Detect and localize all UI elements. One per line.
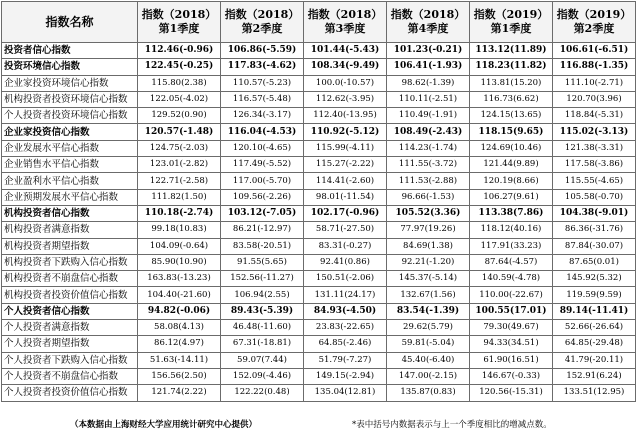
bracket-explanation-note: *表中括号内数据表示与上一个季度相比的增减点数。 <box>352 420 552 430</box>
index-value-cell: 86.21(-12.97) <box>221 222 304 238</box>
index-value-cell: 117.00(-5.70) <box>221 173 304 189</box>
index-value-cell: 124.15(13.65) <box>470 108 553 124</box>
investor-confidence-index-table <box>1 1 636 402</box>
index-value-cell: 117.83(-4.62) <box>221 59 304 75</box>
index-value-cell: 156.56(2.50) <box>138 368 221 384</box>
table-row-sub-index <box>2 75 636 91</box>
index-name-cell: 投资者信心指数 <box>2 43 138 59</box>
index-value-cell: 110.49(-1.91) <box>387 108 470 124</box>
index-value-cell: 102.17(-0.96) <box>304 205 387 221</box>
index-value-cell: 87.84(-30.07) <box>553 238 636 254</box>
table-body <box>2 43 636 402</box>
index-name-cell: 企业销售水平信心指数 <box>2 157 138 173</box>
index-value-cell: 120.57(-1.48) <box>138 124 221 140</box>
index-value-cell: 115.27(-2.22) <box>304 157 387 173</box>
column-header-name: 指数名称 <box>2 2 138 43</box>
table-row-sub-index <box>2 140 636 156</box>
index-value-cell: 46.48(-11.60) <box>221 320 304 336</box>
index-name-cell: 投资环境信心指数 <box>2 59 138 75</box>
index-value-cell: 23.83(-22.65) <box>304 320 387 336</box>
index-value-cell: 121.44(9.89) <box>470 157 553 173</box>
column-header-quarter: 指数（2018） 第4季度 <box>387 2 470 43</box>
index-value-cell: 113.81(15.20) <box>470 75 553 91</box>
index-value-cell: 96.66(-1.53) <box>387 189 470 205</box>
index-value-cell: 115.80(2.38) <box>138 75 221 91</box>
table-row-sub-index <box>2 189 636 205</box>
index-value-cell: 83.31(-0.27) <box>304 238 387 254</box>
table-row-sub-index <box>2 336 636 352</box>
index-name-cell: 个人投资者投资环境信心指数 <box>2 108 138 124</box>
index-value-cell: 121.38(-3.31) <box>553 140 636 156</box>
table-row-sub-index <box>2 173 636 189</box>
index-name-cell: 个人投资者期望指数 <box>2 336 138 352</box>
index-name-cell: 企业家投资环境信心指数 <box>2 75 138 91</box>
index-value-cell: 118.23(11.82) <box>470 59 553 75</box>
index-value-cell: 104.09(-0.64) <box>138 238 221 254</box>
index-value-cell: 131.11(24.17) <box>304 287 387 303</box>
index-value-cell: 86.12(4.97) <box>138 336 221 352</box>
index-value-cell: 84.93(-4.50) <box>304 303 387 319</box>
index-value-cell: 124.75(-2.03) <box>138 140 221 156</box>
column-header-quarter: 指数（2018） 第3季度 <box>304 2 387 43</box>
column-header-quarter: 指数（2019） 第2季度 <box>553 2 636 43</box>
index-name-cell: 机构投资者投资价值信心指数 <box>2 287 138 303</box>
index-value-cell: 89.43(-5.39) <box>221 303 304 319</box>
index-value-cell: 100.55(17.01) <box>470 303 553 319</box>
index-value-cell: 59.81(-5.04) <box>387 336 470 352</box>
index-name-cell: 企业盈利水平信心指数 <box>2 173 138 189</box>
index-value-cell: 51.79(-7.27) <box>304 352 387 368</box>
index-value-cell: 129.52(0.90) <box>138 108 221 124</box>
index-value-cell: 101.23(-0.21) <box>387 43 470 59</box>
index-value-cell: 140.59(-4.78) <box>470 271 553 287</box>
index-value-cell: 83.54(-1.39) <box>387 303 470 319</box>
index-name-cell: 机构投资者投资环境信心指数 <box>2 91 138 107</box>
index-name-cell: 企业发展水平信心指数 <box>2 140 138 156</box>
index-value-cell: 77.97(19.26) <box>387 222 470 238</box>
index-name-cell: 企业家投资信心指数 <box>2 124 138 140</box>
index-value-cell: 106.27(9.61) <box>470 189 553 205</box>
index-value-cell: 120.70(3.96) <box>553 91 636 107</box>
index-value-cell: 123.01(-2.82) <box>138 157 221 173</box>
index-value-cell: 120.19(8.66) <box>470 173 553 189</box>
index-value-cell: 118.12(40.16) <box>470 222 553 238</box>
index-value-cell: 58.08(4.13) <box>138 320 221 336</box>
index-value-cell: 121.74(2.22) <box>138 385 221 401</box>
index-value-cell: 98.01(-11.54) <box>304 189 387 205</box>
index-value-cell: 110.57(-5.23) <box>221 75 304 91</box>
table-row-sub-index <box>2 320 636 336</box>
index-value-cell: 98.62(-1.39) <box>387 75 470 91</box>
index-value-cell: 116.04(-4.53) <box>221 124 304 140</box>
index-name-cell: 个人投资者下跌购入信心指数 <box>2 352 138 368</box>
column-header-quarter: 指数（2019） 第1季度 <box>470 2 553 43</box>
index-value-cell: 105.52(3.36) <box>387 205 470 221</box>
index-value-cell: 110.00(-22.67) <box>470 287 553 303</box>
index-value-cell: 87.65(0.01) <box>553 254 636 270</box>
index-value-cell: 135.87(0.83) <box>387 385 470 401</box>
index-value-cell: 85.90(10.90) <box>138 254 221 270</box>
table-row-main-index <box>2 205 636 221</box>
index-value-cell: 145.37(-5.14) <box>387 271 470 287</box>
index-value-cell: 112.62(-3.95) <box>304 91 387 107</box>
index-value-cell: 86.36(-31.76) <box>553 222 636 238</box>
index-value-cell: 111.55(-3.72) <box>387 157 470 173</box>
index-name-cell: 个人投资者投资价值信心指数 <box>2 385 138 401</box>
column-header-quarter: 指数（2018） 第1季度 <box>138 2 221 43</box>
index-value-cell: 163.83(-13.23) <box>138 271 221 287</box>
table-row-sub-index <box>2 385 636 401</box>
index-value-cell: 94.33(34.51) <box>470 336 553 352</box>
index-value-cell: 115.99(-4.11) <box>304 140 387 156</box>
index-value-cell: 106.86(-5.59) <box>221 43 304 59</box>
table-row-sub-index <box>2 352 636 368</box>
index-value-cell: 92.21(-1.20) <box>387 254 470 270</box>
index-value-cell: 108.34(-9.49) <box>304 59 387 75</box>
index-value-cell: 111.53(-2.88) <box>387 173 470 189</box>
index-value-cell: 146.67(-0.33) <box>470 368 553 384</box>
index-value-cell: 103.12(-7.05) <box>221 205 304 221</box>
index-value-cell: 45.40(-6.40) <box>387 352 470 368</box>
index-value-cell: 106.61(-6.51) <box>553 43 636 59</box>
table-row-main-index <box>2 59 636 75</box>
index-value-cell: 120.10(-4.65) <box>221 140 304 156</box>
index-name-cell: 个人投资者满意指数 <box>2 320 138 336</box>
index-value-cell: 41.79(-20.11) <box>553 352 636 368</box>
table-row-sub-index <box>2 91 636 107</box>
index-value-cell: 117.49(-5.52) <box>221 157 304 173</box>
index-value-cell: 133.51(12.95) <box>553 385 636 401</box>
index-value-cell: 112.46(-0.96) <box>138 43 221 59</box>
index-value-cell: 104.40(-21.60) <box>138 287 221 303</box>
index-name-cell: 机构投资者信心指数 <box>2 205 138 221</box>
index-value-cell: 126.34(-3.17) <box>221 108 304 124</box>
index-value-cell: 132.67(1.56) <box>387 287 470 303</box>
index-value-cell: 114.23(-1.74) <box>387 140 470 156</box>
index-value-cell: 116.88(-1.35) <box>553 59 636 75</box>
table-row-sub-index <box>2 108 636 124</box>
index-value-cell: 111.10(-2.71) <box>553 75 636 91</box>
index-value-cell: 79.30(49.67) <box>470 320 553 336</box>
index-value-cell: 67.31(-18.81) <box>221 336 304 352</box>
table-row-sub-index <box>2 222 636 238</box>
index-value-cell: 92.41(0.86) <box>304 254 387 270</box>
index-value-cell: 152.09(-4.46) <box>221 368 304 384</box>
index-value-cell: 149.15(-2.94) <box>304 368 387 384</box>
index-value-cell: 122.45(-0.25) <box>138 59 221 75</box>
index-value-cell: 122.71(-2.58) <box>138 173 221 189</box>
index-value-cell: 120.56(-15.31) <box>470 385 553 401</box>
index-value-cell: 115.02(-3.13) <box>553 124 636 140</box>
table-row-sub-index <box>2 271 636 287</box>
index-value-cell: 52.66(-26.64) <box>553 320 636 336</box>
table-row-main-index <box>2 124 636 140</box>
index-value-cell: 118.15(9.65) <box>470 124 553 140</box>
index-value-cell: 147.00(-2.15) <box>387 368 470 384</box>
index-value-cell: 64.85(-2.46) <box>304 336 387 352</box>
table-row-main-index <box>2 303 636 319</box>
index-value-cell: 113.12(11.89) <box>470 43 553 59</box>
index-value-cell: 64.85(-29.48) <box>553 336 636 352</box>
index-value-cell: 108.49(-2.43) <box>387 124 470 140</box>
column-header-quarter: 指数（2018） 第2季度 <box>221 2 304 43</box>
index-value-cell: 117.91(33.23) <box>470 238 553 254</box>
index-value-cell: 124.69(10.46) <box>470 140 553 156</box>
index-value-cell: 91.55(5.65) <box>221 254 304 270</box>
index-value-cell: 101.44(-5.43) <box>304 43 387 59</box>
table-row-sub-index <box>2 368 636 384</box>
table-row-sub-index <box>2 157 636 173</box>
index-value-cell: 152.91(6.24) <box>553 368 636 384</box>
index-name-cell: 机构投资者不崩盘信心指数 <box>2 271 138 287</box>
index-name-cell: 机构投资者满意指数 <box>2 222 138 238</box>
index-value-cell: 116.57(-5.48) <box>221 91 304 107</box>
index-value-cell: 59.07(7.44) <box>221 352 304 368</box>
index-value-cell: 83.58(-20.51) <box>221 238 304 254</box>
index-value-cell: 111.82(1.50) <box>138 189 221 205</box>
table-row-sub-index <box>2 254 636 270</box>
table-row-main-index <box>2 43 636 59</box>
index-value-cell: 104.38(-9.01) <box>553 205 636 221</box>
index-value-cell: 112.40(-13.95) <box>304 108 387 124</box>
index-value-cell: 135.04(12.81) <box>304 385 387 401</box>
index-value-cell: 29.62(5.79) <box>387 320 470 336</box>
table-row-sub-index <box>2 238 636 254</box>
index-value-cell: 122.22(0.48) <box>221 385 304 401</box>
index-name-cell: 个人投资者信心指数 <box>2 303 138 319</box>
table-footer <box>0 418 639 433</box>
index-value-cell: 106.94(2.55) <box>221 287 304 303</box>
index-name-cell: 机构投资者下跌购入信心指数 <box>2 254 138 270</box>
table-row-sub-index <box>2 287 636 303</box>
index-name-cell: 企业预期发展水平信心指数 <box>2 189 138 205</box>
data-source-note: （本数据由上海财经大学应用统计研究中心提供） <box>70 420 258 430</box>
index-value-cell: 119.59(9.59) <box>553 287 636 303</box>
index-name-cell: 个人投资者不崩盘信心指数 <box>2 368 138 384</box>
index-value-cell: 152.56(-11.27) <box>221 271 304 287</box>
index-value-cell: 51.63(-14.11) <box>138 352 221 368</box>
index-value-cell: 109.56(-2.26) <box>221 189 304 205</box>
index-value-cell: 145.92(5.32) <box>553 271 636 287</box>
index-value-cell: 94.82(-0.06) <box>138 303 221 319</box>
index-value-cell: 106.41(-1.93) <box>387 59 470 75</box>
index-value-cell: 122.05(-4.02) <box>138 91 221 107</box>
index-value-cell: 100.0(-10.57) <box>304 75 387 91</box>
index-value-cell: 110.18(-2.74) <box>138 205 221 221</box>
index-value-cell: 116.73(6.62) <box>470 91 553 107</box>
index-value-cell: 113.38(7.86) <box>470 205 553 221</box>
index-value-cell: 58.71(-27.50) <box>304 222 387 238</box>
index-value-cell: 110.92(-5.12) <box>304 124 387 140</box>
index-value-cell: 89.14(-11.41) <box>553 303 636 319</box>
index-value-cell: 84.69(1.38) <box>387 238 470 254</box>
index-value-cell: 117.58(-3.86) <box>553 157 636 173</box>
header-row <box>2 2 636 43</box>
index-value-cell: 150.51(-2.06) <box>304 271 387 287</box>
index-value-cell: 118.84(-5.31) <box>553 108 636 124</box>
index-value-cell: 87.64(-4.57) <box>470 254 553 270</box>
index-value-cell: 61.90(16.51) <box>470 352 553 368</box>
index-value-cell: 115.55(-4.65) <box>553 173 636 189</box>
index-value-cell: 110.11(-2.51) <box>387 91 470 107</box>
table-header <box>2 2 636 43</box>
index-name-cell: 机构投资者期望指数 <box>2 238 138 254</box>
index-value-cell: 99.18(10.83) <box>138 222 221 238</box>
index-value-cell: 114.41(-2.60) <box>304 173 387 189</box>
index-value-cell: 105.58(-0.70) <box>553 189 636 205</box>
